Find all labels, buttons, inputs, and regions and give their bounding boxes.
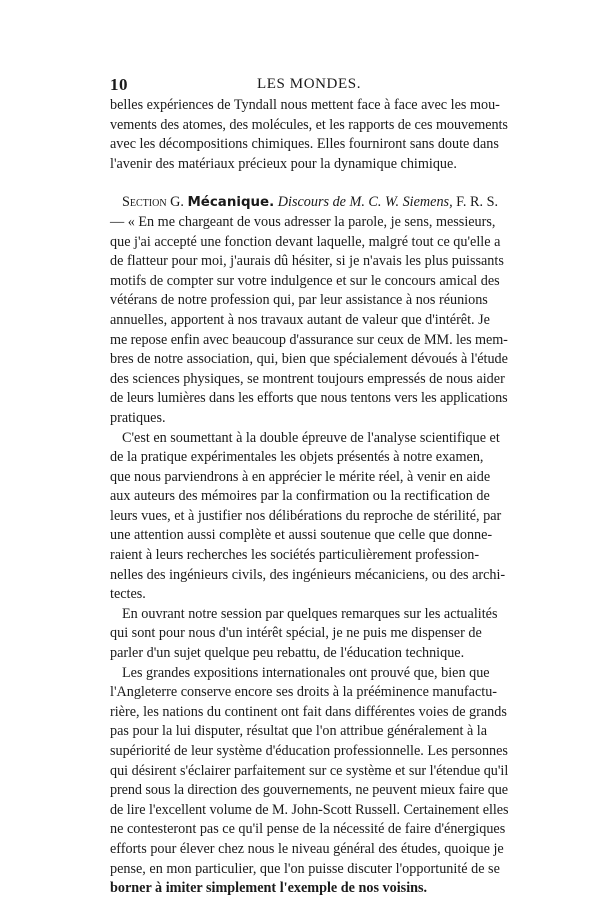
section-title: Mécanique.	[187, 195, 275, 211]
text-line: des sciences physiques, se montrent toujours empressés de nous aider	[110, 370, 505, 387]
text-line: que nous parviendrons à en apprécier le mérite réel, à venir en aide	[110, 468, 491, 485]
text-line: supériorité de leur système d'éducation professionnelle. Les personnes	[110, 743, 508, 759]
text-line: belles expériences de Tyndall nous mettent face à face avec les mou-	[110, 97, 500, 113]
text-line: de flatteur pour moi, j'aurais dû hésiter, si je n'avais les plus puissants	[110, 253, 504, 270]
text-line: bres de notre association, qui, bien que spécialement dévoués à l'étude	[110, 351, 508, 368]
text-line: — « En me chargeant de vous adresser la parole, je sens, messieurs,	[110, 213, 496, 230]
text-line: l'avenir des matériaux précieux pour la dynamique chimique.	[110, 155, 457, 172]
text-line: de leurs lumières dans les efforts que nous tentons vers les applications	[110, 390, 508, 407]
section-label: Section G.	[122, 194, 184, 211]
text-line: pas pour la lui disputer, résultat que l'on attribue généralement à la	[110, 723, 488, 740]
paragraph-3	[110, 429, 508, 449]
paragraph-4	[110, 605, 508, 625]
paragraph-5-continued	[110, 683, 508, 899]
page-header	[110, 75, 508, 97]
text-line: borner à imiter simplement l'exemple de nos voisins.	[110, 880, 428, 897]
text-line: nelles des ingénieurs civils, des ingénieurs mécaniciens, ou des archi-	[110, 566, 506, 583]
text-line: une attention aussi complète et aussi soutenue que celle que donne-	[110, 527, 493, 544]
text-line: que j'ai accepté une fonction devant laquelle, malgré tout ce qu'elle a	[110, 233, 501, 250]
text-line: parler d'un sujet quelque peu rebattu, de l'éducation technique.	[110, 645, 465, 662]
text-line: avec les décompositions chimiques. Elles fourniront sans doute dans	[110, 136, 499, 153]
text-line: pense, en mon particulier, que l'on puisse discuter l'opportunité de se	[110, 860, 500, 877]
text-line: l'Angleterre conserve encore ses droits à la prééminence manufactu-	[110, 684, 498, 701]
text-line: C'est en soumettant à la double épreuve de l'analyse scientifique et	[122, 429, 500, 446]
text-line: qui désirent s'éclairer parfaitement sur ce système et sur l'étendue qu'il	[110, 762, 509, 779]
author-affiliation: F. R. S.	[456, 194, 499, 211]
page-number: 10	[110, 75, 128, 94]
text-line: pratiques.	[110, 409, 166, 426]
paragraph-1	[110, 96, 508, 174]
text-line: aux auteurs des mémoires par la confirmation ou la rectification de	[110, 488, 490, 505]
text-line: vements des atomes, des molécules, et les rapports de ces mouvements	[110, 116, 508, 133]
body-text	[110, 96, 508, 899]
text-line: leurs vues, et à justifier nos délibérations du reproche de stérilité, par	[110, 507, 502, 524]
text-line: tectes.	[110, 586, 146, 603]
paragraph-3-continued	[110, 448, 508, 605]
section-heading	[110, 193, 508, 213]
text-line: prend sous la direction des gouvernements, ne peuvent mieux faire que	[110, 782, 509, 799]
text-line: efforts pour élever chez nous le niveau général des études, quoique je	[110, 840, 504, 857]
text-line: ne contesteront pas ce qu'il pense de la nécessité de faire d'énergiques	[110, 821, 506, 838]
text-line: de la pratique expérimentales les objets présentés à notre examen,	[110, 449, 484, 466]
text-line: vétérans de notre profession qui, par leur assistance à nos réunions	[110, 292, 488, 309]
paragraph-4-continued	[110, 624, 508, 663]
text-line: annuelles, apportent à nos travaux autant de valeur que d'intérêt. Je	[110, 311, 490, 328]
text-line: de lire l'excellent volume de M. John-Scott Russell. Certainement elles	[110, 801, 509, 818]
running-title: LES MONDES.	[256, 76, 362, 92]
text-line: qui sont pour nous d'un intérêt spécial, je ne puis me dispenser de	[110, 625, 482, 642]
text-line: raient à leurs recherches les sociétés particulièrement profession-	[110, 547, 480, 564]
text-line: En ouvrant notre session par quelques remarques sur les actualités	[122, 605, 498, 622]
paragraph-gap	[110, 174, 508, 193]
paragraph-2	[110, 213, 508, 429]
text-line: motifs de compter sur votre indulgence et sur le concours amical des	[110, 272, 500, 289]
text-line: me repose enfin avec beaucoup d'assurance sur ceux de MM. les mem-	[110, 331, 508, 348]
paragraph-5	[110, 664, 508, 684]
text-line: rière, les nations du continent ont fait dans différentes voies de grands	[110, 703, 507, 720]
text-line: Les grandes expositions internationales ont prouvé que, bien que	[122, 664, 490, 681]
discourse-attribution: Discours de M. C. W. Siemens,	[277, 194, 453, 211]
